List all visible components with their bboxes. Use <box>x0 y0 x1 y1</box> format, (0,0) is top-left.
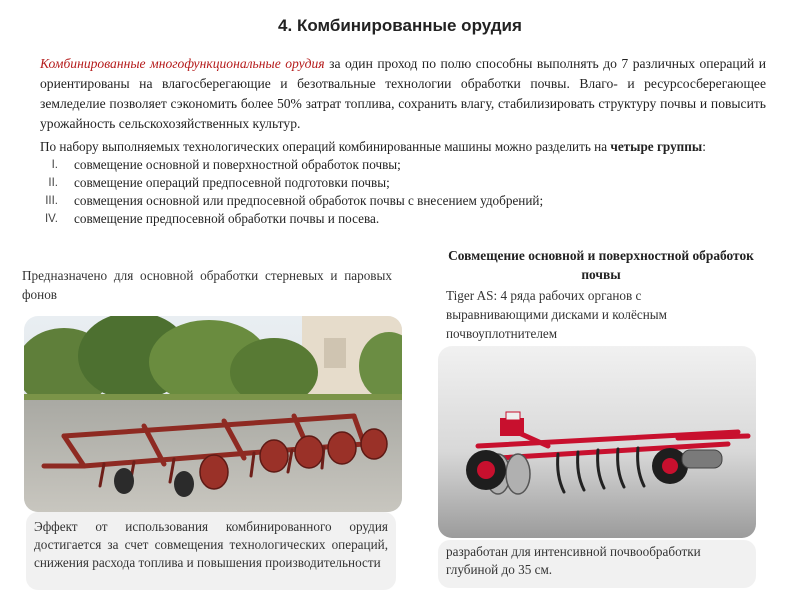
effect-card: Эффект от использования комбинированного орудия достигается за счет совмещения технологических операций, снижения расхода топлива и повышения производительности <box>26 512 396 590</box>
list-item <box>40 192 766 210</box>
cultivator-photo <box>24 316 402 512</box>
left-caption: Предназначено для основной обработки стерневых и паровых фонов <box>22 268 392 302</box>
intro-paragraph <box>40 54 766 134</box>
list-item-text: совмещения основной или предпосевной обработок почвы с внесением удобрений; <box>74 193 544 208</box>
list-item-number: II. <box>48 177 58 189</box>
list-item <box>40 156 766 174</box>
slide-title: 4. Комбинированные орудия <box>278 16 522 35</box>
list-item-text: совмещение предпосевной обработки почвы и посева. <box>74 211 380 226</box>
groups-list <box>40 156 766 228</box>
list-item <box>40 210 766 228</box>
groups-lead-bold: четыре группы <box>610 139 703 154</box>
depth-card: разработан для интенсивной почвообработки глубиной до 35 см. <box>438 540 756 588</box>
right-heading: Совмещение основной и поверхностной обработок почвы <box>448 248 754 282</box>
list-item-text: совмещение операций предпосевной подготовки почвы; <box>74 175 390 190</box>
list-item-number: III. <box>45 195 58 207</box>
groups-block <box>40 138 766 228</box>
right-caption: Tiger AS: 4 ряда рабочих органов с выравнивающими дисками и колёсным почвоуплотнителем <box>446 288 667 341</box>
groups-lead-text: По набору выполняемых технологических операций комбинированные машины можно разделить на <box>40 139 611 154</box>
groups-lead-end: : <box>702 139 706 154</box>
tiger-as-photo <box>438 346 756 538</box>
intro-highlight: Комбинированные многофункциональные орудия <box>40 56 325 71</box>
list-item-number: IV. <box>44 213 58 225</box>
intro-text: за один проход по полю способны выполнять до 7 различных операций и ориентированы на влагосберегающие и безотвальные технологии обработки почвы. Влаго- и ресурсосберегающее земледелие позволяет сэкономить более 50% затрат топлива, сохранить влагу, стабилизировать структуру почвы и повысить урожайность сельскохозяйственных культур. <box>40 56 766 131</box>
list-item-number: I. <box>51 159 58 171</box>
list-item <box>40 174 766 192</box>
groups-lead <box>40 138 766 156</box>
list-item-text: совмещение основной и поверхностной обработок почвы; <box>74 157 401 172</box>
